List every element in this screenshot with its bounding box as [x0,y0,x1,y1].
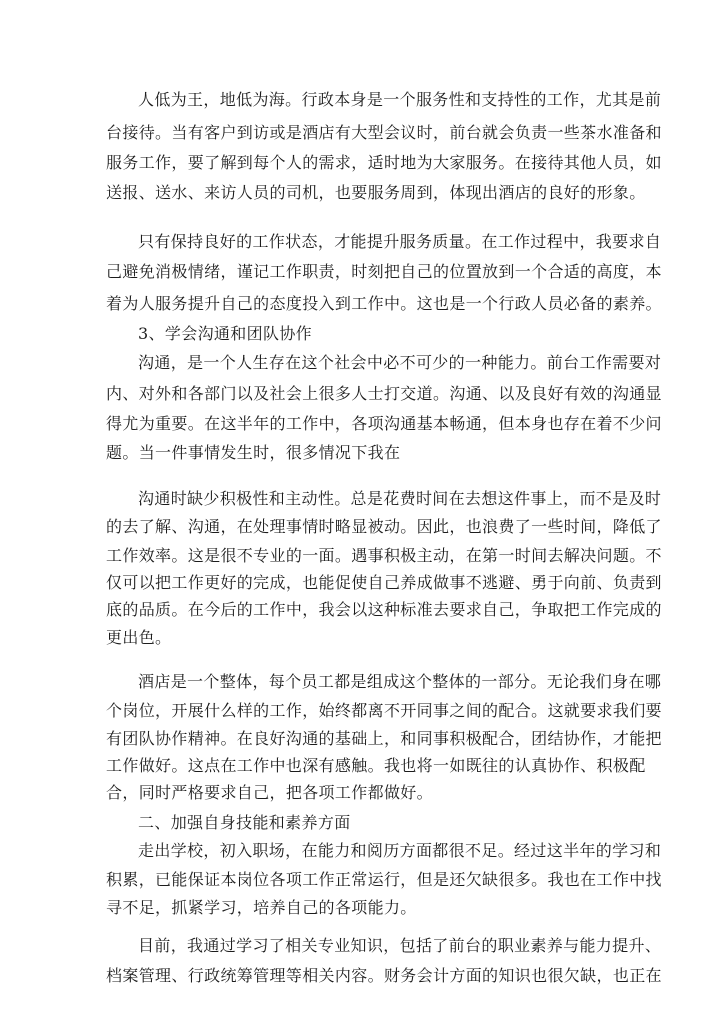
text-line: 工作做好。这点在工作中也深有感触。我也将一如既往的认真协作、积极配 [106,756,646,775]
text-line: 台接待。当有客户到访或是酒店有大型会议时，前台就会负责一些茶水准备和 [106,123,662,142]
text-line: 着为人服务提升自己的态度投入到工作中。这也是一个行政人员必备的素养。 [106,294,662,313]
text-line: 有团队协作精神。在良好沟通的基础上，和同事积极配合，团结协作，才能把 [106,729,662,748]
text-line: 人低为王，地低为海。行政本身是一个服务性和支持性的工作，尤其是前 [138,90,662,109]
text-line: 寻不足，抓紧学习，培养自己的各项能力。 [106,898,417,917]
text-line: 沟通时缺少积极性和主动性。总是花费时间在去想这件事上，而不是及时 [138,489,662,508]
text-line: 的去了解、沟通，在处理事情时略显被动。因此，也浪费了一些时间，降低了 [106,517,662,536]
text-line: 服务工作，要了解到每个人的需求，适时地为大家服务。在接待其他人员，如 [106,153,662,172]
text-line: 只有保持良好的工作状态，才能提升服务质量。在工作过程中，我要求自 [138,232,662,251]
text-line: 合，同时严格要求自己，把各项工作都做好。 [106,783,434,802]
text-line: 内、对外和各部门以及社会上很多人士打交道。沟通、以及良好有效的沟通显 [106,384,662,403]
text-line: 得尤为重要。在这半年的工作中，各项沟通基本畅通，但本身也存在着不少问 [106,414,662,433]
text-line: 酒店是一个整体，每个员工都是组成这个整体的一部分。无论我们身在哪 [138,672,662,691]
text-line: 走出学校，初入职场，在能力和阅历方面都很不足。经过这半年的学习和 [138,841,662,860]
text-line: 更出色。 [106,628,172,647]
text-line: 目前，我通过学习了相关专业知识，包括了前台的职业素养与能力提升、 [138,936,662,955]
text-line: 档案管理、行政统筹管理等相关内容。财务会计方面的知识也很欠缺，也正在 [106,966,662,985]
text-line: 题。当一件事情发生时，很多情况下我在 [106,443,401,462]
text-line: 积累，已能保证本岗位各项工作正常运行，但是还欠缺很多。我也在工作中找 [106,870,662,889]
text-line: 己避免消极情绪，谨记工作职责，时刻把自己的位置放到一个合适的高度，本 [106,262,662,281]
section-heading: 二、加强自身技能和素养方面 [138,813,351,832]
section-heading: 3、学会沟通和团队协作 [138,324,313,343]
text-line: 送报、送水、来访人员的司机，也要服务周到，体现出酒店的良好的形象。 [106,183,646,202]
text-line: 个岗位，开展什么样的工作，始终都离不开同事之间的配合。这就要求我们要 [106,701,662,720]
text-line: 底的品质。在今后的工作中，我会以这种标准去要求自己，争取把工作完成的 [106,600,662,619]
text-line: 工作效率。这是很不专业的一面。遇事积极主动，在第一时间去解决问题。不 [106,546,662,565]
text-line: 仅可以把工作更好的完成，也能促使自己养成做事不逃避、勇于向前、负责到 [106,573,662,592]
text-line: 沟通，是一个人生存在这个社会中必不可少的一种能力。前台工作需要对 [138,353,662,372]
